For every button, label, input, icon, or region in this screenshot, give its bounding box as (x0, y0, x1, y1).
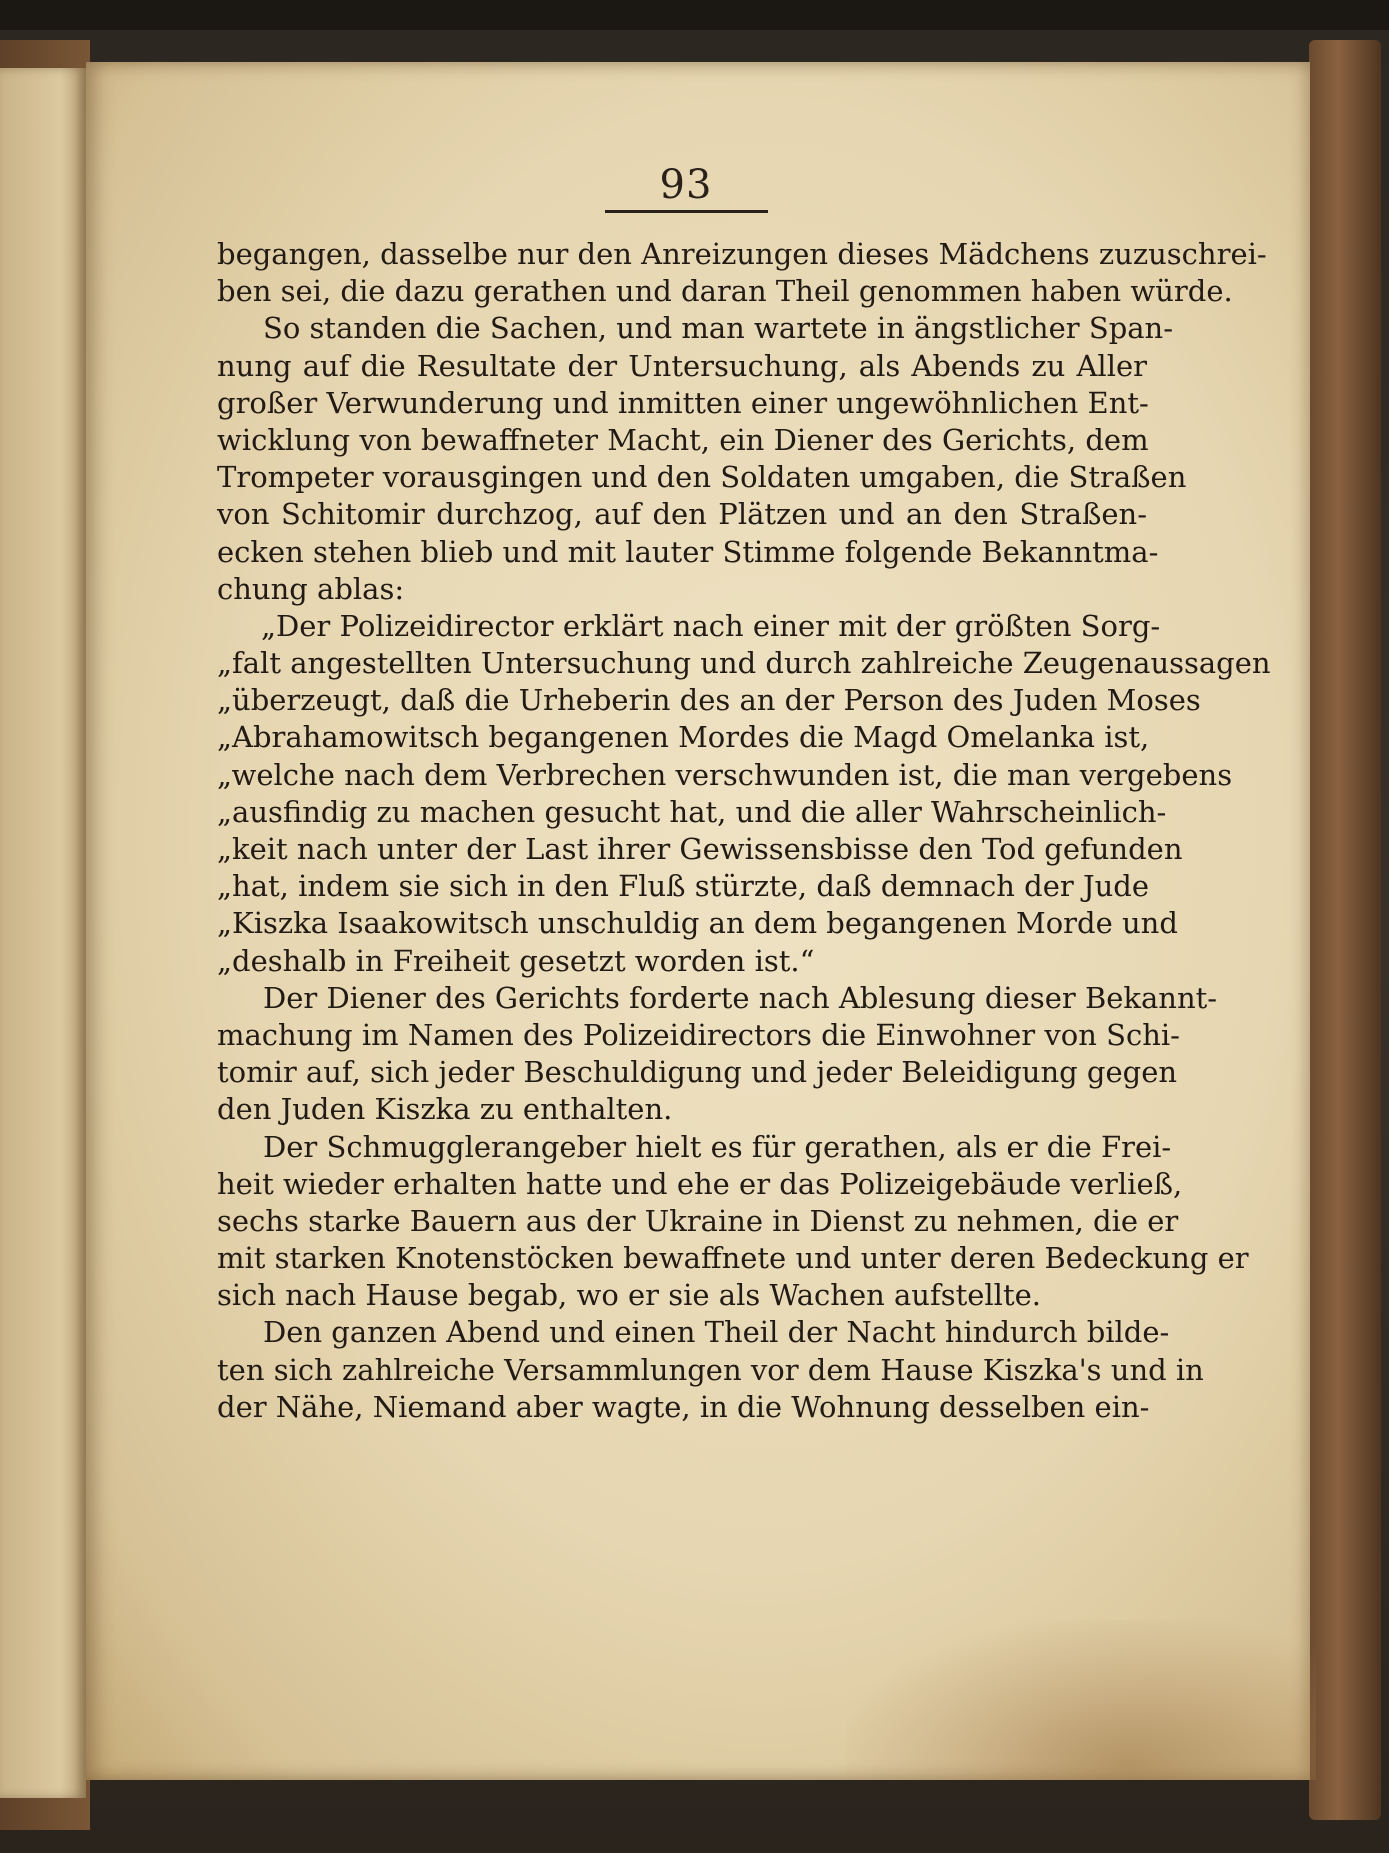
text-line: heit wieder erhalten hatte und ehe er das Polizeigebäude verließ, (217, 1166, 1183, 1201)
text-line: machung im Namen des Polizeidirectors die Einwohner von Schi- (217, 1017, 1180, 1052)
text-line: ben sei, die dazu gerathen und daran Theil genommen haben würde. (217, 274, 1233, 309)
text-line: Der Diener des Gerichts forderte nach Ablesung dieser Bekannt- (263, 980, 1218, 1015)
page-number-rule (605, 210, 768, 213)
text-line: „falt angestellten Untersuchung und durch zahlreiche Zeugenaussagen (217, 646, 1271, 681)
text-line: Der Schmugglerangeber hielt es für gerathen, als er die Frei- (263, 1129, 1172, 1164)
book-page (86, 62, 1310, 1780)
text-line: ecken stehen blieb und mit lauter Stimme folgende Bekanntma- (217, 534, 1159, 569)
water-stain (846, 1620, 1316, 1780)
left-page-edge (0, 68, 86, 1798)
text-line: „deshalb in Freiheit gesetzt worden ist.“ (217, 943, 815, 978)
text-line: „Kiszka Isaakowitsch unschuldig an dem begangenen Morde und (217, 906, 1178, 941)
text-line: tomir auf, sich jeder Beschuldigung und jeder Beleidigung gegen (217, 1055, 1178, 1090)
text-line: nung auf die Resultate der Untersuchung, als Abends zu Aller (217, 348, 1147, 383)
text-line: „Der Polizeidirector erklärt nach einer mit der größten Sorg- (261, 608, 1161, 643)
text-line: So standen die Sachen, und man wartete in ängstlicher Span- (263, 311, 1174, 346)
text-line: Trompeter vorausgingen und den Soldaten umgaben, die Straßen (217, 460, 1187, 495)
text-line: begangen, dasselbe nur den Anreizungen dieses Mädchens zuzuschrei- (217, 237, 1267, 271)
text-line: ten sich zahlreiche Versammlungen vor dem Hause Kiszka's und in (217, 1352, 1204, 1387)
text-line: sich nach Hause begab, wo er sie als Wachen aufstellte. (217, 1278, 1041, 1313)
text-line: „überzeugt, daß die Urheberin des an der Person des Juden Moses (217, 683, 1201, 718)
text-line: chung ablas: (217, 571, 405, 606)
text-line: „keit nach unter der Last ihrer Gewissensbisse den Tod gefunden (217, 832, 1183, 866)
text-line: den Juden Kiszka zu enthalten. (217, 1092, 673, 1127)
text-line: der Nähe, Niemand aber wagte, in die Wohnung desselben ein- (217, 1389, 1150, 1424)
page-number: 93 (659, 162, 713, 208)
body-text (217, 236, 1271, 1426)
text-line: „ausfindig zu machen gesucht hat, und die aller Wahrscheinlich- (217, 794, 1167, 829)
cover-edge-right (1309, 40, 1381, 1820)
text-line: wicklung von bewaffneter Macht, ein Diener des Gerichts, dem (217, 422, 1149, 457)
text-line: Den ganzen Abend und einen Theil der Nacht hindurch bilde- (263, 1315, 1170, 1350)
text-line: „welche nach dem Verbrechen verschwunden ist, die man vergebens (217, 757, 1233, 792)
text-line: sechs starke Bauern aus der Ukraine in Dienst zu nehmen, die er (217, 1203, 1179, 1238)
text-line: mit starken Knotenstöcken bewaffnete und unter deren Bedeckung er (217, 1241, 1249, 1276)
text-line: „hat, indem sie sich in den Fluß stürzte, daß demnach der Jude (217, 869, 1149, 904)
text-line: „Abrahamowitsch begangenen Mordes die Magd Omelanka ist, (217, 720, 1150, 755)
text-line: von Schitomir durchzog, auf den Plätzen und an den Straßen- (217, 497, 1147, 532)
text-line: großer Verwunderung und inmitten einer ungewöhnlichen Ent- (217, 385, 1149, 420)
